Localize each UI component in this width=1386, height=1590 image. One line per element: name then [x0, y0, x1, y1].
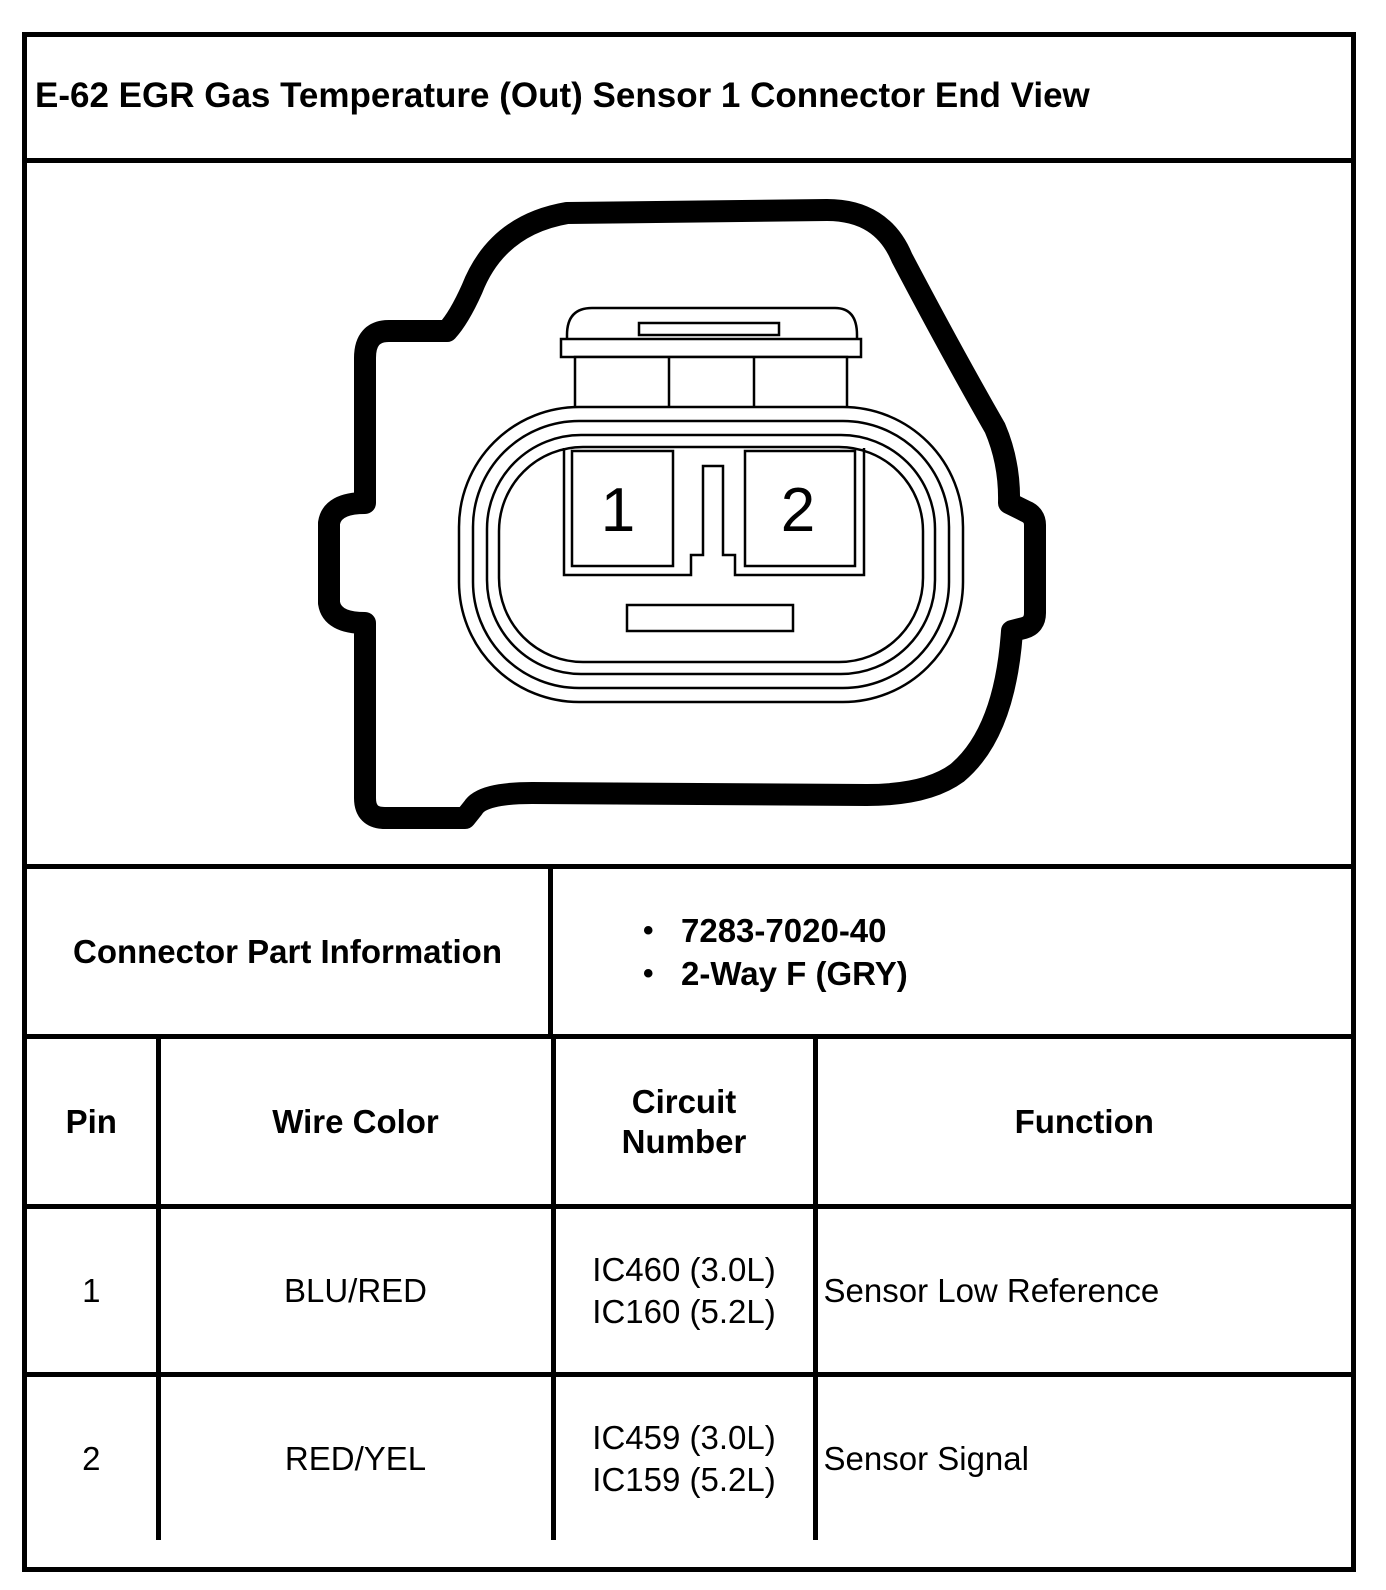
pinout-table — [27, 1039, 1351, 1540]
circuit-number: IC459 (3.0L) IC159 (5.2L) — [553, 1375, 815, 1541]
connector-end-view — [27, 163, 1351, 869]
pin-label-2: 2 — [780, 476, 816, 545]
pin-function: Sensor Low Reference — [815, 1207, 1351, 1375]
title-row — [27, 37, 1351, 163]
key-slot — [627, 605, 793, 631]
part-number-item: • 7283-7020-40 — [643, 911, 887, 949]
table-header-row — [27, 1039, 1351, 1207]
table-row — [27, 1207, 1351, 1375]
header-circuit-number: Circuit Number — [553, 1039, 815, 1207]
header-function: Function — [815, 1039, 1351, 1207]
pin-label-1: 1 — [600, 476, 636, 545]
pin-number: 2 — [27, 1375, 158, 1541]
pin-function: Sensor Signal — [815, 1375, 1351, 1541]
latch-ridge — [639, 323, 779, 335]
latch-body — [575, 357, 847, 413]
connector-part-info — [27, 869, 1351, 1039]
header-pin: Pin — [27, 1039, 158, 1207]
wire-color: BLU/RED — [158, 1207, 553, 1375]
pin-number: 1 — [27, 1207, 158, 1375]
wire-color: RED/YEL — [158, 1375, 553, 1541]
part-type-item: • 2-Way F (GRY) — [643, 954, 908, 992]
circuit-number: IC460 (3.0L) IC160 (5.2L) — [553, 1207, 815, 1375]
connector-sheet — [22, 32, 1356, 1572]
page-title: E-62 EGR Gas Temperature (Out) Sensor 1 Connector End View — [35, 75, 1090, 115]
part-info-values — [553, 869, 1351, 1034]
part-info-label: Connector Part Information — [27, 869, 553, 1034]
seal-outer — [459, 407, 963, 702]
header-wire-color: Wire Color — [158, 1039, 553, 1207]
latch-bar — [561, 339, 861, 357]
connector-drawing — [27, 163, 1351, 864]
table-row — [27, 1375, 1351, 1541]
